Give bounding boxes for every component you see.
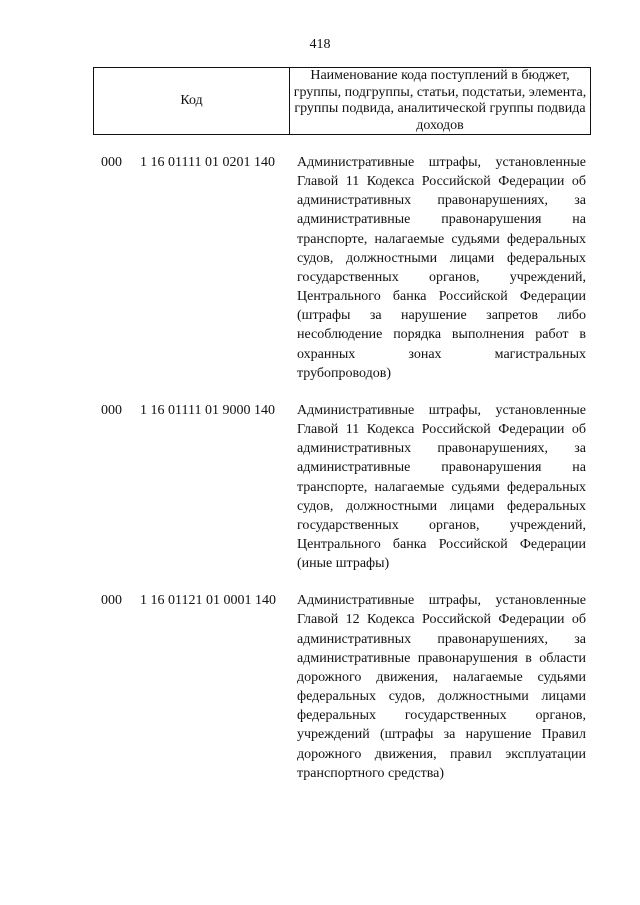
entry-description-line: учреждений (штрафы за нарушение Правил bbox=[297, 727, 586, 743]
entry bbox=[0, 401, 640, 573]
entry bbox=[0, 153, 640, 383]
entry-description-line: государственных органов, учреждений, bbox=[297, 269, 586, 285]
entries-list bbox=[0, 153, 640, 801]
entry-description-line: дорожного движения, налагаемые судьями bbox=[297, 669, 586, 685]
entry-description bbox=[297, 401, 586, 573]
entry-group: 000 bbox=[101, 155, 122, 170]
entry-description-line: дорожного движения, правил эксплуатации bbox=[297, 746, 586, 762]
entry-description-line: Главой 11 Кодекса Российской Федерации об bbox=[297, 174, 586, 190]
entry-description-line: Главой 11 Кодекса Российской Федерации об bbox=[297, 422, 586, 438]
entry-description-line: административных правонарушениях, за bbox=[297, 441, 586, 457]
entry-description-line: Центрального банка Российской Федерации bbox=[297, 536, 586, 552]
entry-description-line: федеральных государственных органов, bbox=[297, 708, 586, 724]
entry-description-line: транспорте, налагаемые судьями федеральных bbox=[297, 231, 586, 247]
entry-description-line: административные правонарушения в области bbox=[297, 650, 586, 666]
entry-description bbox=[297, 153, 586, 383]
entry-description-line: трубопроводов) bbox=[297, 365, 392, 381]
entry-description-line: (штрафы за нарушение запретов либо bbox=[297, 308, 586, 324]
entry-code: 1 16 01111 01 9000 140 bbox=[140, 402, 275, 418]
page-number: 418 bbox=[309, 37, 331, 52]
entry-description bbox=[297, 591, 586, 783]
header-table bbox=[93, 67, 591, 135]
header-name-cell: Наименование кода поступлений в бюджет, группы, подгруппы, статьи, подстатьи, элемента, группы подвида, аналитической группы подвида доходов bbox=[290, 68, 591, 135]
entry-description-line: Главой 12 Кодекса Российской Федерации об bbox=[297, 612, 586, 628]
entry-description-line: Центрального банка Российской Федерации bbox=[297, 289, 586, 305]
entry-group: 000 bbox=[101, 593, 122, 609]
entry-description-line: государственных органов, учреждений, bbox=[297, 517, 586, 533]
entry-description-line: (иные штрафы) bbox=[297, 556, 390, 572]
entry-description-line: Административные штрафы, установленные bbox=[297, 593, 586, 609]
entry-code: 1 16 01111 01 0201 140 bbox=[140, 155, 275, 170]
header-row bbox=[94, 68, 591, 135]
entry-description-line: федеральных судов, должностными лицами bbox=[297, 689, 586, 705]
entry-description-line: административные правонарушения на bbox=[297, 460, 586, 476]
entry bbox=[0, 591, 640, 783]
entry-description-line: административных правонарушениях, за bbox=[297, 631, 586, 647]
entry-description-line: судов, должностными лицами федеральных bbox=[297, 250, 586, 266]
entry-description-line: Административные штрафы, установленные bbox=[297, 402, 586, 418]
entry-description-line: охранных зонах магистральных bbox=[297, 346, 586, 362]
entry-group: 000 bbox=[101, 402, 122, 418]
entry-description-line: транспорте, налагаемые судьями федеральных bbox=[297, 479, 586, 495]
entry-description-line: административных правонарушениях, за bbox=[297, 193, 586, 209]
entry-description-line: Административные штрафы, установленные bbox=[297, 155, 586, 170]
entry-description-line: судов, должностными лицами федеральных bbox=[297, 498, 586, 514]
entry-description-line: административные правонарушения на bbox=[297, 212, 586, 228]
header-code-cell: Код bbox=[94, 68, 290, 135]
entry-description-line: транспортного средства) bbox=[297, 765, 445, 781]
entry-code: 1 16 01121 01 0001 140 bbox=[140, 593, 276, 609]
entry-description-line: несоблюдение порядка выполнения работ в bbox=[297, 327, 586, 343]
